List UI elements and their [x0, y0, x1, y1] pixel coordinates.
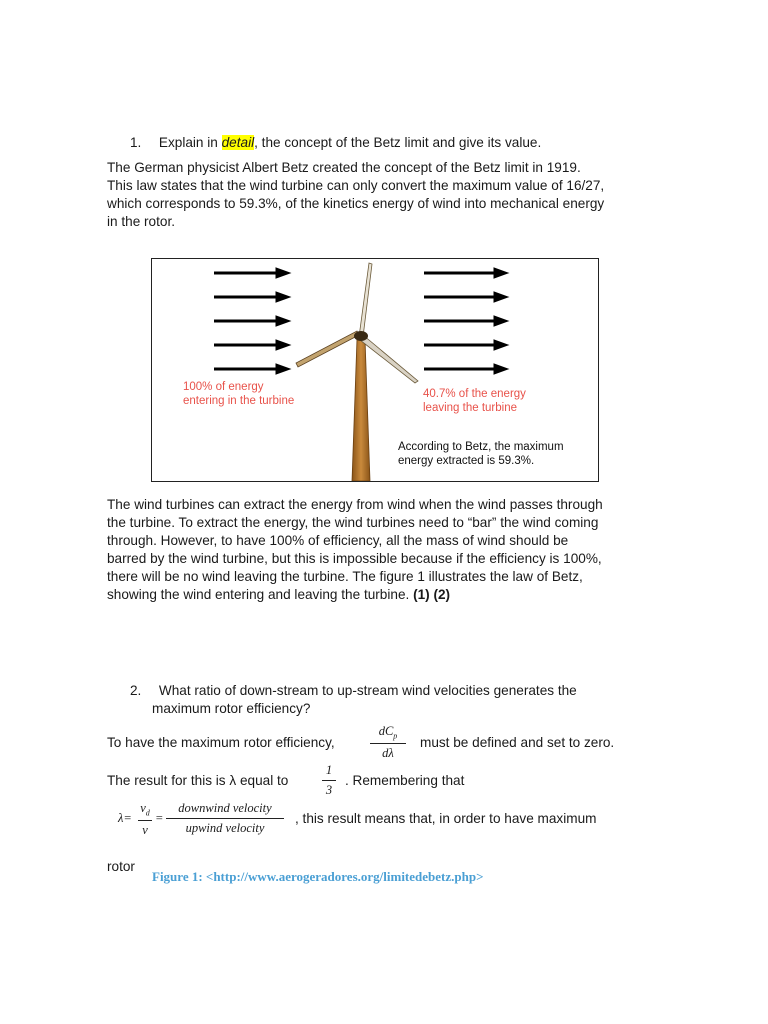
question-1-text-after: , the concept of the Betz limit and give its value. [254, 135, 542, 150]
arrow-icon [214, 364, 290, 374]
arrow-icon [214, 292, 290, 302]
incoming-energy-label: 100% of energy entering in the turbine [183, 381, 295, 407]
arrow-icon [424, 364, 508, 374]
question-2 [130, 682, 577, 718]
rotor-word: rotor [107, 859, 135, 874]
arrow-icon [424, 292, 508, 302]
intro-line: This law states that the wind turbine can only convert the maximum value of 16/27, [107, 178, 605, 193]
arrow-icon [424, 340, 508, 350]
incoming-wind-arrows [214, 268, 290, 374]
question-1 [130, 135, 541, 150]
intro-line: The German physicist Albert Betz created the concept of the Betz limit in 1919. [107, 160, 581, 175]
betz-figure [151, 258, 599, 482]
arrow-icon [214, 268, 290, 278]
body-line: through. However, to have 100% of efficiency, all the mass of wind should be [107, 533, 569, 548]
body-paragraph [107, 496, 667, 604]
arrow-icon [214, 316, 290, 326]
outgoing-wind-arrows [424, 268, 508, 374]
lambda-lhs: λ= [118, 811, 132, 825]
arrow-icon [214, 340, 290, 350]
arrow-icon [424, 268, 508, 278]
eq1-text-before: To have the maximum rotor efficiency, [107, 735, 335, 750]
body-line: there will be no wind leaving the turbine. The figure 1 illustrates the law of Betz, [107, 569, 583, 584]
dcp-dlambda-fraction: $dC_p$ dλ [370, 724, 406, 761]
eq1-text-after: must be defined and set to zero. [420, 735, 615, 750]
body-line: barred by the wind turbine, but this is impossible because if the efficiency is 100%, [107, 551, 602, 566]
question-1-highlight: detail [221, 135, 255, 150]
turbine-hub [354, 331, 368, 341]
velocity-ratio-fraction: $v_d$ v [138, 801, 152, 838]
arrow-icon [424, 316, 508, 326]
intro-paragraph [107, 159, 667, 231]
one-third-fraction: 1 3 [322, 763, 336, 798]
intro-line: in the rotor. [107, 214, 176, 229]
eq3-text-after: , this result means that, in order to have maximum [295, 811, 597, 826]
question-1-text-before: Explain in [158, 135, 222, 150]
intro-line: which corresponds to 59.3%, of the kinetics energy of wind into mechanical energy [107, 196, 605, 211]
question-1-number: 1. [130, 135, 142, 150]
figure-caption: Figure 1: <http://www.aerogeradores.org/limitedebetz.php> [152, 869, 484, 884]
reference-numbers: (1) (2) [413, 587, 451, 602]
wind-velocity-fraction: downwind velocity upwind velocity [166, 801, 284, 836]
outgoing-energy-label: 40.7% of the energy leaving the turbine [423, 388, 526, 414]
eq2-text-before: The result for this is λ equal to [107, 773, 289, 788]
turbine-tower [352, 339, 370, 481]
body-line: The wind turbines can extract the energy from wind when the wind passes through [107, 497, 603, 512]
question-2-line2: maximum rotor efficiency? [152, 701, 311, 716]
equals-sign: = [155, 811, 164, 825]
body-line: the turbine. To extract the energy, the wind turbines need to “bar” the wind coming [107, 515, 599, 530]
betz-note: According to Betz, the maximum energy extracted is 59.3%. [398, 441, 564, 467]
question-2-line1: What ratio of down-stream to up-stream wind velocities generates the [158, 683, 577, 698]
body-line: showing the wind entering and leaving the turbine. (1) (2) [107, 587, 451, 602]
question-2-number: 2. [130, 683, 142, 698]
eq2-text-after: . Remembering that [345, 773, 465, 788]
